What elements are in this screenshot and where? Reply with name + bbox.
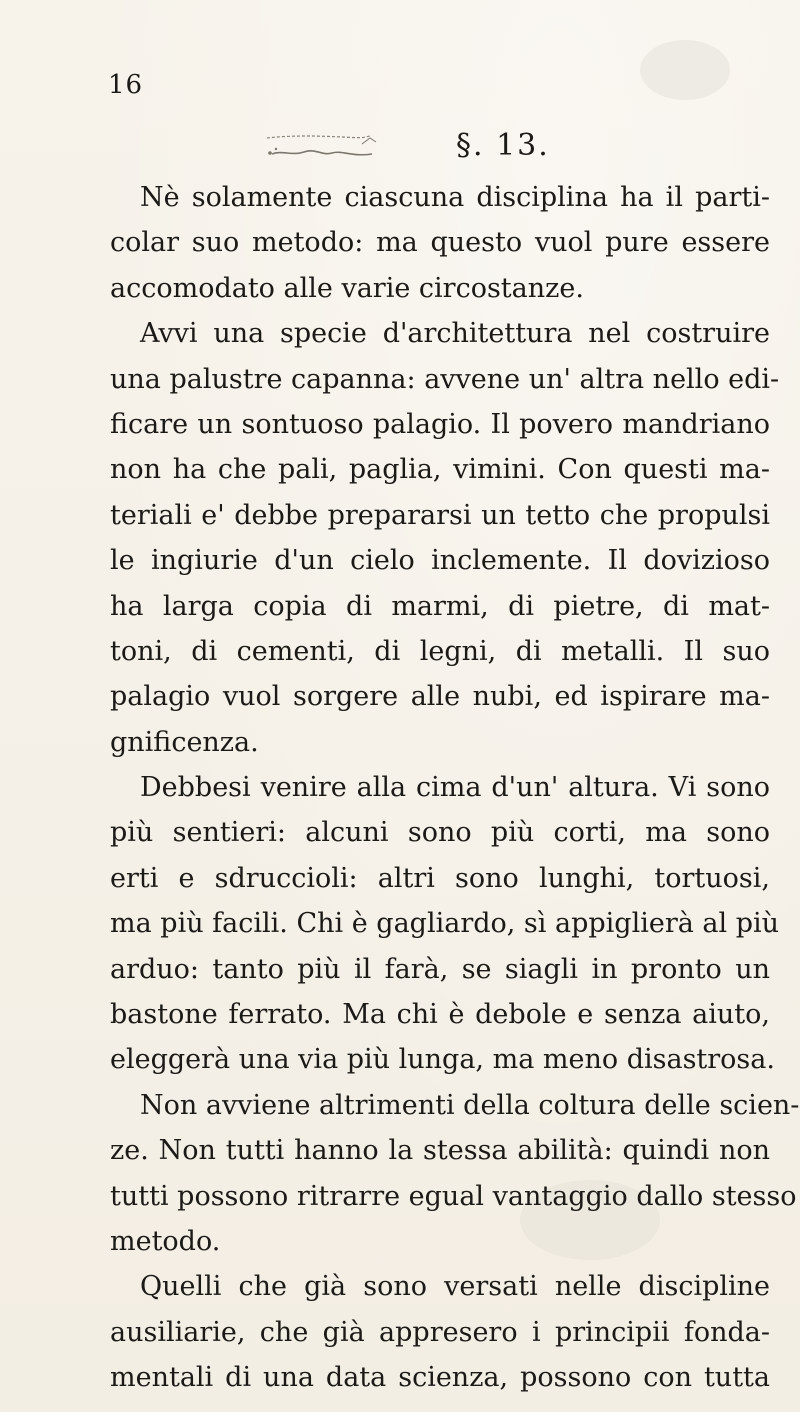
text-line: teriali e' debbe prepararsi un tetto che propulsi bbox=[110, 499, 770, 531]
text-line: Debbesi venire alla cima d'un' altura. Vi sono bbox=[140, 772, 770, 804]
text-line: arduo: tanto più il farà, se siagli in pronto un bbox=[110, 953, 770, 985]
text-line: accomodato alle varie circostanze. bbox=[110, 272, 584, 304]
text-line: una palustre capanna: avvene un' altra nello edi- bbox=[110, 363, 780, 395]
text-line: ha larga copia di marmi, di pietre, di mat- bbox=[110, 590, 770, 622]
text-line: bastone ferrato. Ma chi è debole e senza aiuto, bbox=[110, 999, 770, 1031]
text-line: Avvi una specie d'architettura nel costruire bbox=[140, 318, 770, 350]
text-line: tutti possono ritrarre egual vantaggio dallo stesso bbox=[110, 1180, 797, 1212]
text-line: più sentieri: alcuni sono più corti, ma sono bbox=[110, 817, 770, 849]
text-line: Nè solamente ciascuna disciplina ha il parti- bbox=[140, 182, 770, 213]
text-line: palagio vuol sorgere alle nubi, ed ispirare ma- bbox=[110, 681, 770, 713]
text-line: colar suo metodo: ma questo vuol pure essere bbox=[110, 227, 770, 259]
text-line: mentali di una data scienza, possono con tutta bbox=[110, 1362, 770, 1394]
text-line: eleggerà una via più lunga, ma meno disastrosa. bbox=[110, 1044, 775, 1076]
text-line: toni, di cementi, di legni, di metalli. Il suo bbox=[110, 635, 770, 667]
text-line: gnificenza. bbox=[110, 726, 259, 758]
text-line: erti e sdruccioli: altri sono lunghi, tortuosi, bbox=[110, 862, 770, 894]
faded-ornament-stamp bbox=[212, 132, 427, 162]
page-number: 16 bbox=[108, 70, 144, 100]
paper-stain bbox=[640, 40, 730, 100]
text-line: metodo. bbox=[110, 1225, 221, 1257]
text-line: le ingiurie d'un cielo inclemente. Il dovizioso bbox=[110, 545, 770, 577]
text-line: Non avviene altrimenti della coltura delle scien- bbox=[140, 1089, 800, 1121]
body-text bbox=[110, 175, 800, 1401]
text-line: ma più facili. Chi è gagliardo, sì appiglierà al più bbox=[110, 908, 780, 940]
text-line: ausiliarie, che già appresero i principii fonda- bbox=[110, 1316, 770, 1348]
text-line: ze. Non tutti hanno la stessa abilità: quindi non bbox=[110, 1135, 770, 1167]
text-line: Quelli che già sono versati nelle discipline bbox=[140, 1271, 770, 1303]
section-heading: §. 13. bbox=[456, 128, 550, 163]
text-line: ficare un sontuoso palagio. Il povero mandriano bbox=[110, 408, 770, 440]
text-line: non ha che pali, paglia, vimini. Con questi ma- bbox=[110, 454, 770, 486]
